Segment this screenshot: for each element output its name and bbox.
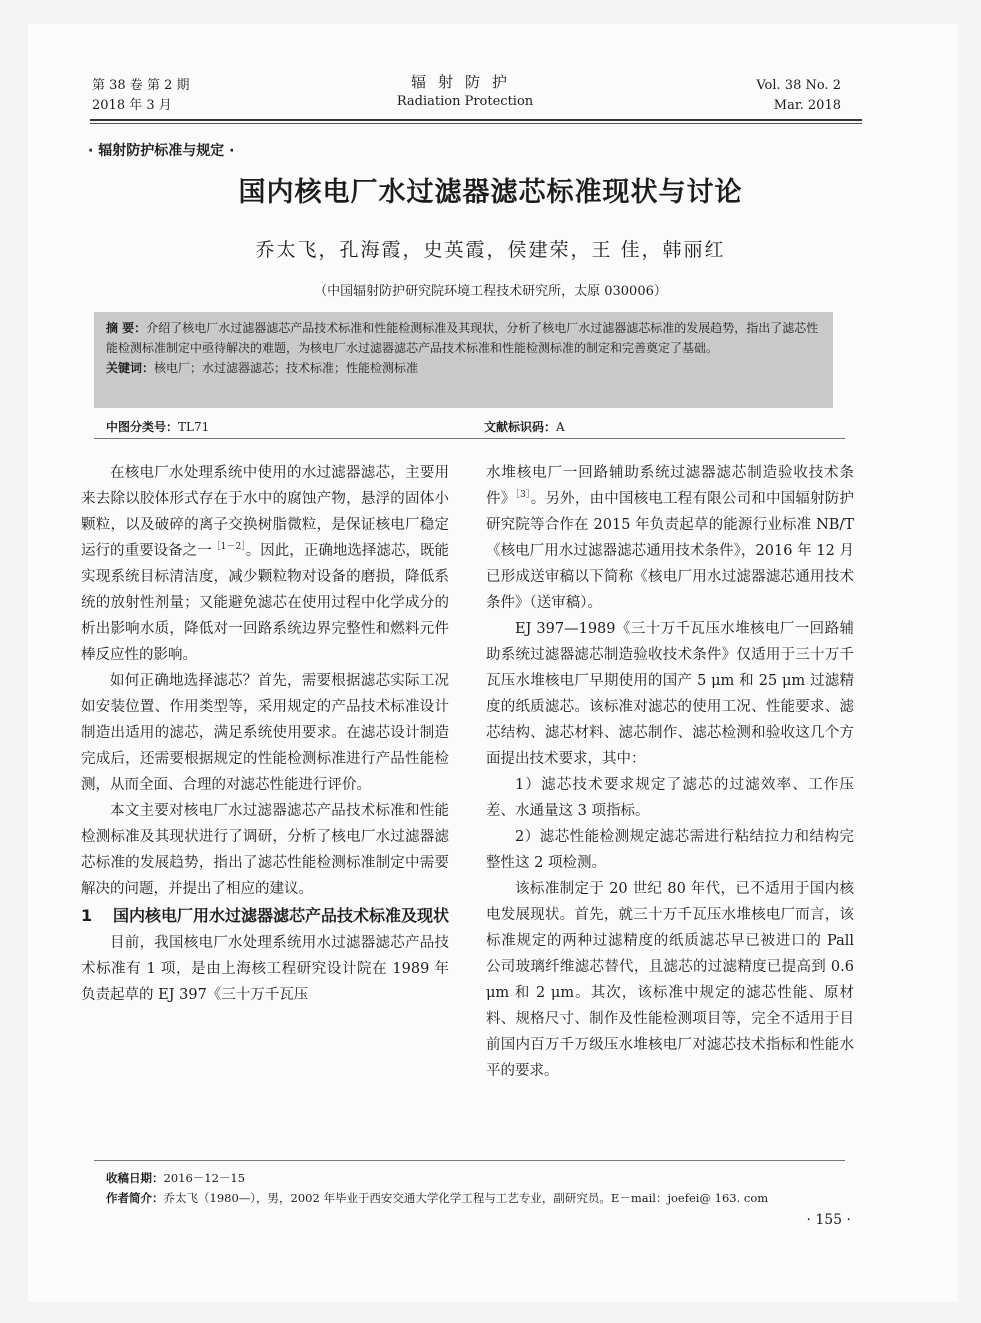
received-date [106,1168,768,1188]
column-tag: · 辐射防护标准与规定 · [88,143,235,159]
paragraph-text: 水堆核电厂一回路辅助系统过滤器滤芯制造验收技术条件》 [486,465,854,507]
article-title: 国内核电厂水过滤器滤芯标准现状与讨论 [238,177,743,208]
paragraph: 目前，我国核电厂水处理系统用水过滤器滤芯产品技术标准有 1 项，是由上海核工程研究设计院在 1989 年负责起草的 EJ 397《三十万千瓦压 [81,935,449,1003]
paragraph: 如何正确地选择滤芯？首先，需要根据滤芯实际工况如安装位置、作用类型等，采用规定的产品技术标准设计制造出适用的滤芯，满足系统使用要求。在滤芯设计制造完成后，还需要根据规定的性能检测标准进行产品性能检测，从而全面、合理的对滤芯性能进行评价。 [81,673,449,793]
paragraph-text: 。因此，正确地选择滤芯，既能实现系统目标清洁度，减少颗粒物对设备的磨损，降低系统的放射性剂量；又能避免滤芯在使用过程中化学成分的析出影响水质，降低对一回路系统边界完整性和燃料元件棒反应性的影响。 [81,543,450,663]
paragraph [486,460,854,616]
clc-label: 中图分类号： [106,420,179,434]
body-column-left [81,460,449,1008]
footnote-rule [94,1160,845,1161]
issue-date-en: Mar. 2018 [773,98,841,113]
header-rule [90,119,862,121]
page-number: · 155 · [806,1212,851,1228]
keywords [106,358,821,378]
list-item: 2）滤芯性能检测规定滤芯需进行粘结拉力和结构完整性这 2 项检测。 [486,829,854,871]
clc-number [106,418,209,435]
received-value: 2016－12－15 [163,1171,246,1185]
paragraph [81,460,449,668]
paragraph-text: 。另外，由中国核电工程有限公司和中国辐射防护研究院等合作在 2015 年负责起草的能源行业标准 NB/T《核电厂用水过滤器滤芯通用技术条件》，2016 年 12 月已形成送审稿以下简称《核电厂用水过滤器滤芯通用技术条件》（送审稿）。 [486,491,855,611]
section-title: 国内核电厂用水过滤器滤芯产品技术标准及现状 [113,906,450,925]
journal-name-en: Radiation Protection [396,94,534,109]
keywords-text: 核电厂；水过滤器滤芯；技术标准；性能检测标准 [154,361,419,375]
paragraph: EJ 397—1989《三十万千瓦压水堆核电厂一回路辅助系统过滤器滤芯制造验收技术条件》仅适用于三十万千瓦压水堆核电厂早期使用的国产 5 μm 和 25 μm 过滤精度的纸质滤芯。该标准对滤芯的使用工况、性能要求、滤芯结构、滤芯材料、滤芯制作、滤芯检测和验收这几个方面提出技术要求，其中： [486,621,854,767]
paragraph-text: 在核电厂水处理系统中使用的水过滤器滤芯，主要用来去除以胶体形式存在于水中的腐蚀产物，悬浮的固体小颗粒，以及破碎的离子交换树脂微粒，是保证核电厂稳定运行的重要设备之一 [81,465,449,559]
citation: ［1－2］ [211,542,246,553]
affiliation: （中国辐射防护研究院环境工程技术研究所，太原 030006） [314,284,667,299]
clc-value: TL71 [178,420,210,434]
author-bio-label: 作者简介： [106,1191,164,1205]
author-bio-value: 乔太飞（1980—），男，2002 年毕业于西安交通大学化学工程与工艺专业，副研究员。E－mail：joefei@ 163. com [163,1191,769,1205]
abstract-label: 摘 要： [106,321,147,335]
paragraph: 该标准制定于 20 世纪 80 年代，已不适用于国内核电发展现状。首先，就三十万千瓦压水堆核电厂而言，该标准规定的两种过滤精度的纸质滤芯早已被进口的 Pall 公司玻璃纤维滤芯替代，且滤芯的过滤精度已提高到 0.6 μm 和 2 μm。其次，该标准中规定的滤芯性能、原材料、规格尺寸、制作及性能检测项目等，完全不适用于目前国内百万千万级压水堆核电厂对滤芯技术指标和性能水平的要求。 [486,881,854,1079]
footnotes [106,1168,768,1208]
author-bio [106,1188,768,1208]
section-heading [81,902,449,930]
header-rule-thin [90,123,862,124]
abstract-rule [94,438,845,439]
paragraph: 本文主要对核电厂水过滤器滤芯产品技术标准和性能检测标准及其现状进行了调研，分析了核电厂水过滤器滤芯标准的发展趋势，指出了滤芯性能检测标准制定中需要解决的问题，并提出了相应的建议。 [81,803,449,897]
volume-issue-en: Vol. 38 No. 2 [756,78,841,93]
body-column-right [486,460,854,1084]
journal-volume-info-en [756,76,841,116]
abstract-text: 介绍了核电厂水过滤器滤芯产品技术标准和性能检测标准及其现状，分析了核电厂水过滤器滤芯标准的发展趋势，指出了滤芯性能检测标准制定中亟待解决的难题，为核电厂水过滤器滤芯产品技术标准和性能检测标准的制定和完善奠定了基础。 [106,321,819,355]
abstract-box [94,312,833,408]
doc-label: 文献标识码： [484,420,557,434]
list-item: 1）滤芯技术要求规定了滤芯的过滤效率、工作压差、水通量这 3 项指标。 [486,777,854,819]
journal-name [380,72,550,112]
keywords-label: 关键词： [106,361,155,375]
journal-volume-info [92,76,189,116]
citation: ［3］ [515,490,531,501]
issue-date: 2018 年 3 月 [92,98,172,113]
received-label: 收稿日期： [106,1171,164,1185]
journal-name-cn: 辐射防护 [410,73,519,91]
section-number: 1 [81,906,93,925]
authors: 乔太飞，孔海霞，史英霞，侯建荣，王 佳，韩丽红 [255,239,726,261]
doc-value: A [556,420,565,434]
volume-issue: 第 38 卷 第 2 期 [92,78,190,93]
abstract [106,318,821,358]
document-code [484,418,565,435]
